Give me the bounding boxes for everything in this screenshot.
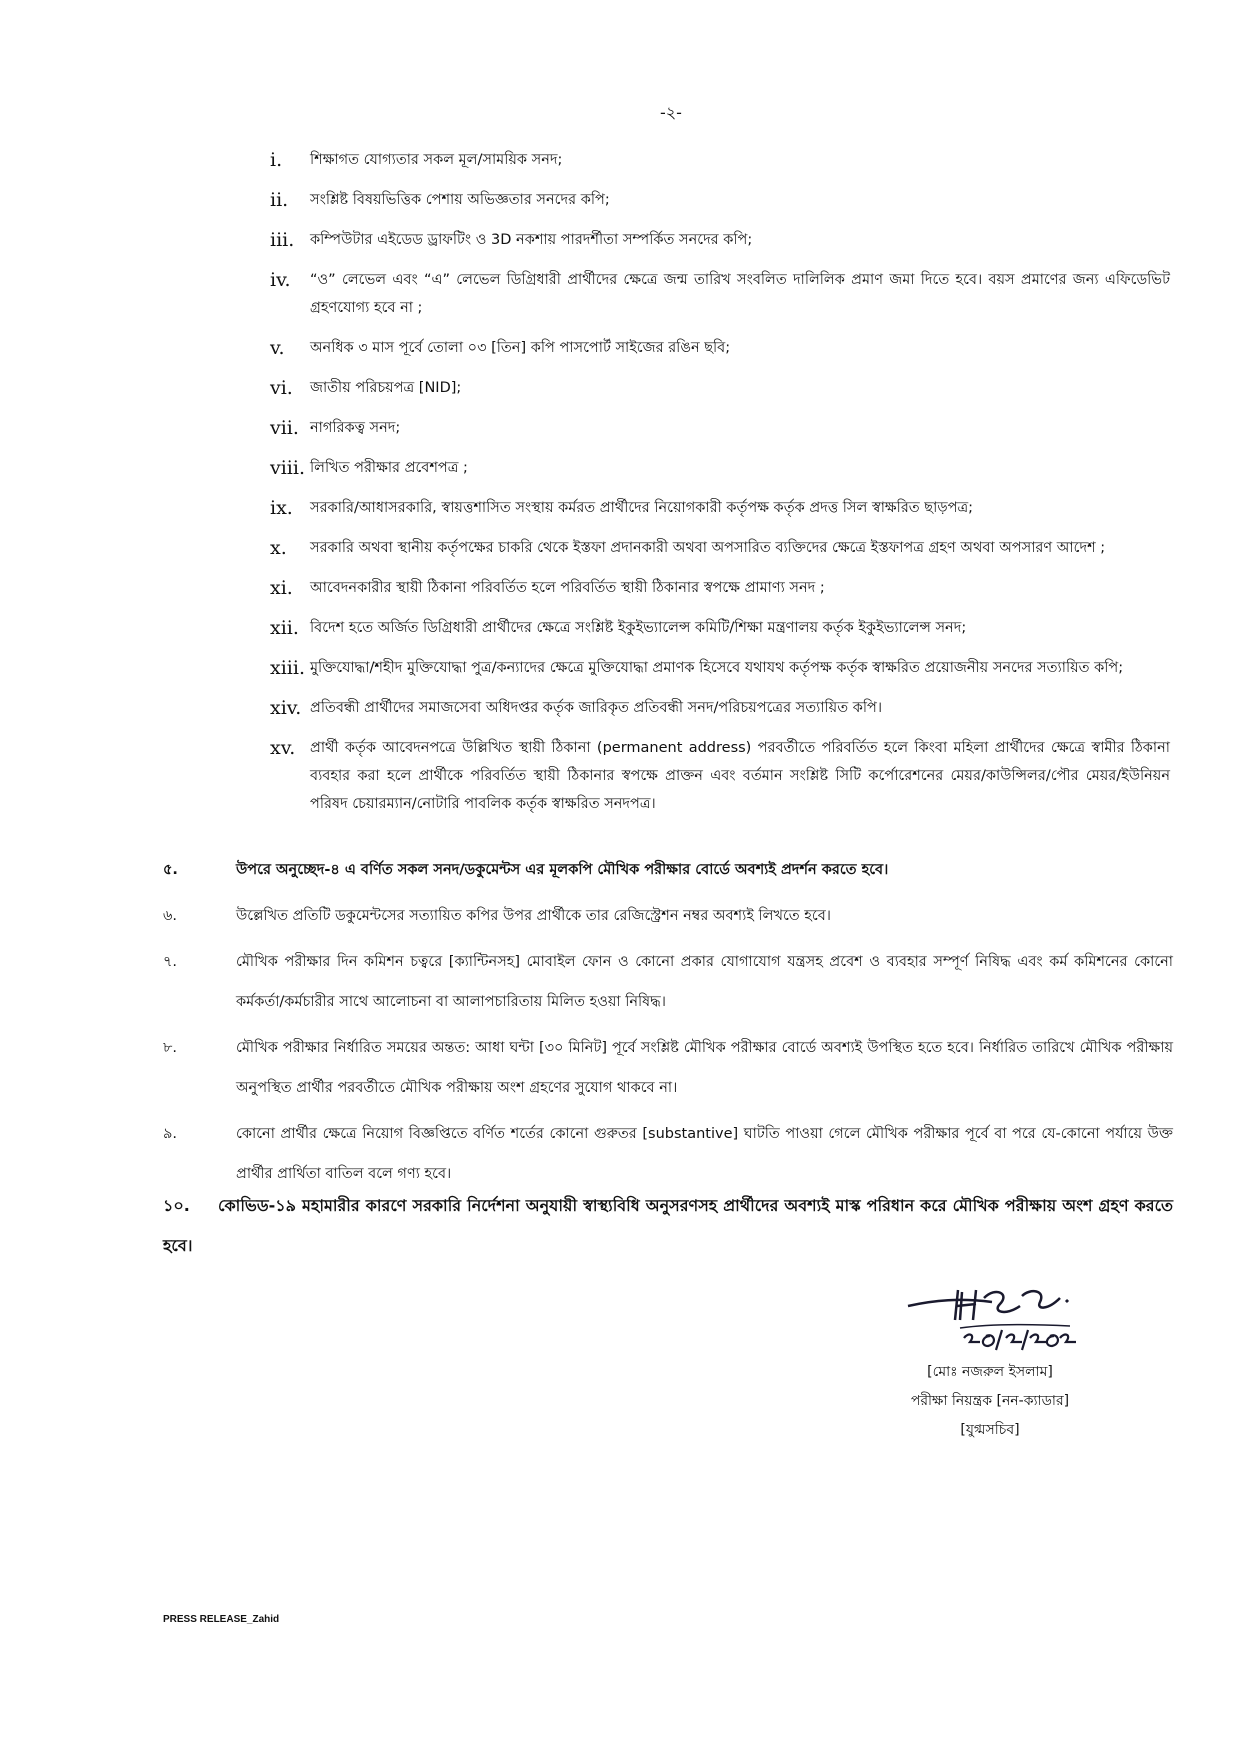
list-item-number: iii. <box>270 229 295 251</box>
document-list-item <box>270 534 1170 562</box>
covid-instruction-paragraph <box>163 1186 1173 1266</box>
signatory-designation: পরীক্ষা নিয়ন্ত্রক [নন-ক্যাডার] <box>910 1393 1070 1409</box>
footer-label: PRESS RELEASE_Zahid <box>163 1614 280 1625</box>
paragraph-number: ১০. <box>163 1196 190 1215</box>
paragraph-text: উল্লেখিত প্রতিটি ডকুমেন্টসের সত্যায়িত কপির উপর প্রার্থীকে তার রেজিস্ট্রেশন নম্বর অবশ্যই লিখতে হবে। <box>236 908 831 924</box>
list-item-number: xiii. <box>270 657 305 679</box>
list-item-number: xiv. <box>270 697 302 719</box>
list-item-number: xv. <box>270 737 296 759</box>
instruction-paragraph <box>163 1028 1173 1108</box>
handwritten-signature <box>900 1280 1080 1358</box>
list-item-text: শিক্ষাগত যোগ্যতার সকল মূল/সাময়িক সনদ; <box>310 152 563 168</box>
document-list-item <box>270 146 1170 174</box>
paragraph-text: কোনো প্রার্থীর ক্ষেত্রে নিয়োগ বিজ্ঞপ্তিতে বর্ণিত শর্তের কোনো গুরুতর [substantive] ঘাটতি পাওয়া গেলে মৌখিক পরীক্ষার পূর্বে বা পরে যে-কোনো পর্যায়ে উক্ত প্রার্থীর প্রার্থিতা বাতিল বলে গণ্য হবে। <box>236 1126 1173 1182</box>
list-item-text: সরকারি/আধাসরকারি, স্বায়ত্তশাসিত সংস্থায় কর্মরত প্রার্থীদের নিয়োগকারী কর্তৃপক্ষ কর্তৃক প্রদত্ত সিল স্বাক্ষরিত ছাড়পত্র; <box>310 500 974 516</box>
document-list-item <box>270 494 1170 522</box>
list-item-number: ix. <box>270 497 293 519</box>
signature-block <box>850 1280 1130 1445</box>
paragraph-text: কোভিড-১৯ মহামারীর কারণে সরকারি নির্দেশনা অনুযায়ী স্বাস্থ্যবিধি অনুসরণসহ প্রার্থীদের অবশ্যই মাস্ক পরিধান করে মৌখিক পরীক্ষায় অংশ গ্রহণ করতে হবে। <box>163 1196 1173 1255</box>
page-number: -২- <box>660 103 682 122</box>
paragraph-number: ৬. <box>163 908 178 924</box>
list-item-number: x. <box>270 537 287 559</box>
document-list-item <box>270 414 1170 442</box>
list-item-number: ii. <box>270 189 289 211</box>
list-item-text: আবেদনকারীর স্থায়ী ঠিকানা পরিবর্তিত হলে পরিবর্তিত স্থায়ী ঠিকানার স্বপক্ষে প্রামাণ্য সনদ ; <box>310 580 825 596</box>
instruction-paragraph <box>163 850 1173 890</box>
list-item-number: iv. <box>270 269 291 291</box>
paragraph-number: ৭. <box>163 954 178 970</box>
list-item-number: v. <box>270 337 285 359</box>
list-item-text: “ও” লেভেল এবং “এ” লেভেল ডিগ্রিধারী প্রার্থীদের ক্ষেত্রে জন্ম তারিখ সংবলিত দালিলিক প্রমাণ জমা দিতে হবে। বয়স প্রমাণের জন্য এফিডেভিট গ্রহণযোগ্য হবে না ; <box>310 272 1170 316</box>
list-item-number: i. <box>270 149 283 171</box>
required-documents-list <box>270 146 1170 830</box>
document-list-item <box>270 694 1170 722</box>
list-item-number: viii. <box>270 457 306 479</box>
list-item-text: সংশ্লিষ্ট বিষয়ভিত্তিক পেশায় অভিজ্ঞতার সনদের কপি; <box>310 192 610 208</box>
document-list-item <box>270 734 1170 818</box>
document-list-item <box>270 374 1170 402</box>
list-item-text: কম্পিউটার এইডেড ড্রাফটিং ও 3D নকশায় পারদর্শীতা সম্পর্কিত সনদের কপি; <box>310 232 753 248</box>
document-list-item <box>270 454 1170 482</box>
list-item-text: সরকারি অথবা স্থানীয় কর্তৃপক্ষের চাকরি থেকে ইস্তফা প্রদানকারী অথবা অপসারিত ব্যক্তিদের ক্ষেত্রে ইস্তফাপত্র গ্রহণ অথবা অপসারণ আদেশ ; <box>310 540 1106 556</box>
instruction-paragraph <box>163 1114 1173 1194</box>
instruction-paragraph <box>163 942 1173 1022</box>
paragraph-number: ৯. <box>163 1126 178 1142</box>
list-item-number: xii. <box>270 617 299 639</box>
paragraph-text: মৌখিক পরীক্ষার দিন কমিশন চত্বরে [ক্যান্টিনসহ] মোবাইল ফোন ও কোনো প্রকার যোগাযোগ যন্ত্রসহ প্রবেশ ও ব্যবহার সম্পূর্ণ নিষিদ্ধ এবং কর্ম কমিশনের কোনো কর্মকর্তা/কর্মচারীর সাথে আলোচনা বা আলাপচারিতায় মিলিত হওয়া নিষিদ্ধ। <box>236 954 1173 1010</box>
list-item-text: জাতীয় পরিচয়পত্র [NID]; <box>310 380 462 396</box>
list-item-text: নাগরিকত্ব সনদ; <box>310 420 401 436</box>
document-list-item <box>270 614 1170 642</box>
paragraph-text: মৌখিক পরীক্ষার নির্ধারিত সময়ের অন্তত: আধা ঘন্টা [৩০ মিনিট] পূর্বে সংশ্লিষ্ট মৌখিক পরীক্ষার বোর্ডে অবশ্যই উপস্থিত হতে হবে। নির্ধারিত তারিখে মৌখিক পরীক্ষায় অনুপস্থিত প্রার্থীর পরবর্তীতে মৌখিক পরীক্ষায় অংশ গ্রহণের সুযোগ থাকবে না। <box>236 1040 1173 1096</box>
list-item-text: বিদেশ হতে অর্জিত ডিগ্রিধারী প্রার্থীদের ক্ষেত্রে সংশ্লিষ্ট ইকুইভ্যালেন্স কমিটি/শিক্ষা মন্ত্রণালয় কর্তৃক ইকুইভ্যালেন্স সনদ; <box>310 620 967 636</box>
list-item-number: xi. <box>270 577 293 599</box>
document-list-item <box>270 334 1170 362</box>
list-item-text: মুক্তিযোদ্ধা/শহীদ মুক্তিযোদ্ধা পুত্র/কন্যাদের ক্ষেত্রে মুক্তিযোদ্ধা প্রমাণক হিসেবে যথাযথ কর্তৃপক্ষ কর্তৃক স্বাক্ষরিত প্রয়োজনীয় সনদের সত্যায়িত কপি; <box>310 660 1124 676</box>
list-item-text: প্রতিবন্ধী প্রার্থীদের সমাজসেবা অধিদপ্তর কর্তৃক জারিকৃত প্রতিবন্ধী সনদ/পরিচয়পত্রের সত্যায়িত কপি। <box>310 700 883 716</box>
document-list-item <box>270 226 1170 254</box>
list-item-text: লিখিত পরীক্ষার প্রবেশপত্র ; <box>310 460 468 476</box>
paragraph-number: ৫. <box>163 862 178 878</box>
list-item-text: প্রার্থী কর্তৃক আবেদনপত্রে উল্লিখিত স্থায়ী ঠিকানা (permanent address) পরবর্তীতে পরিবর্তিত হলে কিংবা মহিলা প্রার্থীদের ক্ষেত্রে স্বামীর ঠিকানা ব্যবহার করা হলে প্রার্থীকে পরিবর্তিত স্থায়ী ঠিকানার স্বপক্ষে প্রাক্তন এবং বর্তমান সংশ্লিষ্ট সিটি কর্পোরেশনের মেয়র/কাউন্সিলর/পৌর মেয়র/ইউনিয়ন পরিষদ চেয়ারম্যান/নোটারি পাবলিক কর্তৃক স্বাক্ষরিত সনদপত্র। <box>310 740 1170 812</box>
signatory-rank: [যুগ্মসচিব] <box>960 1422 1020 1438</box>
list-item-number: vi. <box>270 377 293 399</box>
document-list-item <box>270 654 1170 682</box>
paragraph-text: উপরে অনুচ্ছেদ-৪ এ বর্ণিত সকল সনদ/ডকুমেন্টস এর মূলকপি মৌখিক পরীক্ষার বোর্ডে অবশ্যই প্রদর্শন করতে হবে। <box>236 862 889 878</box>
instruction-paragraphs <box>163 850 1173 1200</box>
document-list-item <box>270 266 1170 322</box>
paragraph-number: ৮. <box>163 1040 178 1056</box>
list-item-number: vii. <box>270 417 299 439</box>
document-list-item <box>270 574 1170 602</box>
document-list-item <box>270 186 1170 214</box>
instruction-paragraph <box>163 896 1173 936</box>
list-item-text: অনধিক ৩ মাস পূর্বে তোলা ০৩ [তিন] কপি পাসপোর্ট সাইজের রঙিন ছবি; <box>310 340 731 356</box>
signatory-name: [মোঃ নজরুল ইসলাম] <box>927 1364 1053 1380</box>
